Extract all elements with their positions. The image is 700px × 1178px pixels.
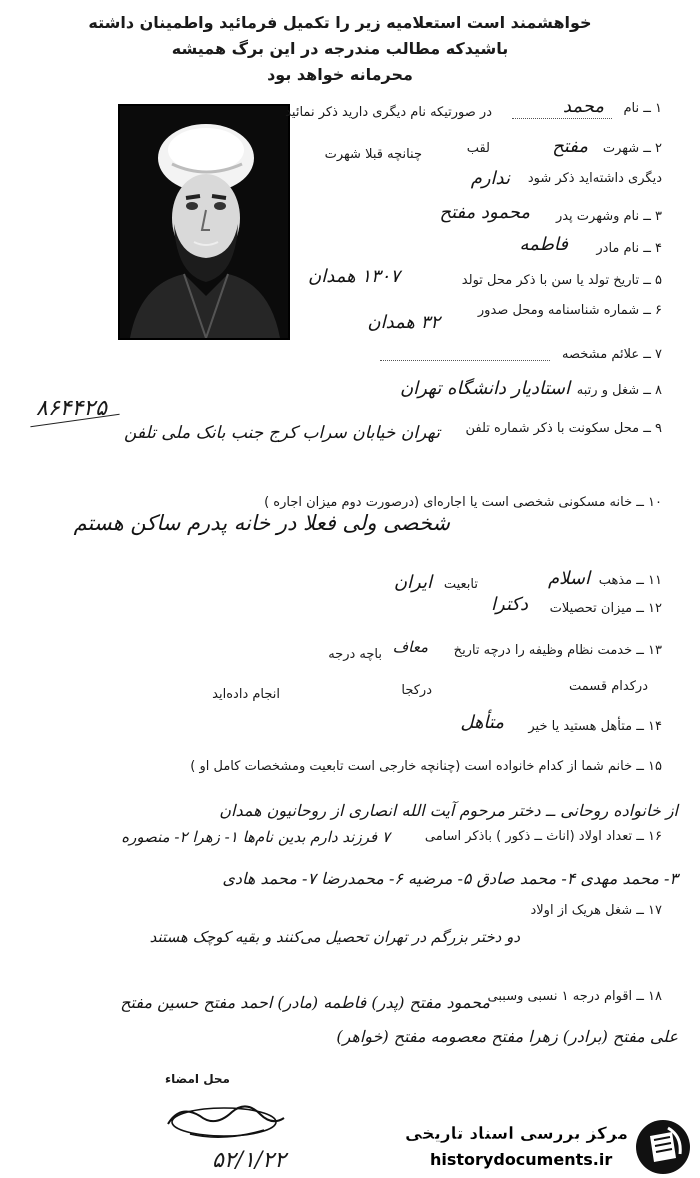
field-9-label: ۹ ــ محل سکونت با ذکر شماره تلفن xyxy=(465,421,662,436)
field-15-label: ۱۵ ــ خانم شما از کدام خانواده است (چنانچه خارجی است تابعیت ومشخصات کامل او ) xyxy=(190,759,662,774)
portrait-icon xyxy=(120,106,288,338)
field-2b-label: دیگری داشته‌اید ذکر شود xyxy=(527,171,662,186)
field-4-value: فاطمه xyxy=(519,234,568,255)
field-2-label: ۲ ــ شهرت xyxy=(602,141,662,156)
field-5-label: ۵ ــ تاریخ تولد یا سن با ذکر محل تولد xyxy=(461,273,662,288)
field-2-label3: چنانچه قبلا شهرت xyxy=(324,147,422,162)
field-13b-label: درکدام قسمت xyxy=(569,679,648,694)
field-18-value: محمود مفتح (پدر) فاطمه (مادر) احمد مفتح حسین مفتح xyxy=(120,993,490,1012)
field-6-label: ۶ ــ شماره شناسنامه ومحل صدور xyxy=(477,303,662,318)
field-2-label2: لقب xyxy=(466,141,490,156)
signature-label: محل امضاء xyxy=(165,1072,230,1086)
field-14-value: متأهل xyxy=(460,712,504,733)
field-17-label: ۱۷ ــ شغل هریک از اولاد xyxy=(530,903,662,918)
field-12-value: دکترا xyxy=(491,594,528,615)
field-18-value2: علی مفتح (برادر) زهرا مفتح معصومه مفتح (خواهر) xyxy=(336,1027,678,1046)
field-10-value: شخصی ولی فعلا در خانه پدرم ساکن هستم xyxy=(73,511,450,535)
dotted-line xyxy=(512,118,612,119)
field-2-value: مفتح xyxy=(552,136,588,157)
field-1-label: ۱ ــ نام xyxy=(623,101,662,116)
field-16-label: ۱۶ ــ تعداد اولاد (اناث ــ ذکور ) باذکر اسامی xyxy=(424,829,662,844)
field-13b-label3: انجام داده‌اید xyxy=(212,687,280,702)
field-8-label: ۸ ــ شغل و رتبه xyxy=(576,383,662,398)
field-4-label: ۴ ــ نام مادر xyxy=(596,241,662,256)
field-3-value: محمود مفتح xyxy=(439,202,530,223)
field-13-label: ۱۳ ــ خدمت نظام وظیفه را درچه تاریخ xyxy=(453,643,662,658)
field-1-value: محمد xyxy=(562,96,604,117)
field-17-value: دو دختر بزرگم در تهران تحصیل می‌کنند و بقیه کوچک هستند xyxy=(149,928,520,946)
margin-number: ۸۶۴۴۲۵ xyxy=(36,396,107,421)
field-10-label: ۱۰ ــ خانه مسکونی شخصی است یا اجاره‌ای (درصورت دوم میزان اجاره ) xyxy=(264,495,662,510)
field-16-value2: ۳- محمد مهدی ۴- محمد صادق ۵- مرضیه ۶- محمدرضا ۷- محمد هادی xyxy=(222,869,678,888)
watermark-name: مرکز بررسی اسناد تاریخی xyxy=(405,1124,628,1144)
header-line-2: باشیدکه مطالب مندرجه در این برگ همیشه xyxy=(171,39,509,58)
signature-date: ۵۲/۱/۲۲ xyxy=(212,1148,286,1173)
portrait-photo xyxy=(118,104,290,340)
watermark-url: historydocuments.ir xyxy=(430,1150,613,1169)
field-11-label2: تابعیت xyxy=(443,577,478,592)
field-13b-label2: درکجا xyxy=(401,683,432,698)
field-12-label: ۱۲ ــ میزان تحصیلات xyxy=(549,601,662,616)
field-5-value: ۱۳۰۷ همدان xyxy=(308,266,400,287)
field-14-label: ۱۴ ــ متأهل هستید یا خیر xyxy=(528,719,662,734)
field-15-value: از خانواده روحانی ــ دختر مرحوم آیت الله انصاری از روحانیون همدان xyxy=(219,801,678,820)
field-3-label: ۳ ــ نام وشهرت پدر xyxy=(555,209,662,224)
field-6-value: ۳۲ همدان xyxy=(367,312,440,333)
header-line-1: خواهشمند است استعلامیه زیر را تکمیل فرمائید واطمینان داشته xyxy=(88,13,592,32)
archive-logo-icon xyxy=(634,1118,692,1176)
field-8-value: استادیار دانشگاه تهران xyxy=(399,378,570,399)
field-11-label: ۱۱ ــ مذهب xyxy=(598,573,662,588)
field-13-label2: باچه درجه xyxy=(328,647,382,662)
field-16-value: ۷ فرزند دارم بدین نام‌ها ۱- زهرا ۲- منصوره xyxy=(121,828,390,846)
field-13-value: معاف xyxy=(392,638,428,656)
signature-scribble-icon xyxy=(160,1094,290,1144)
field-2b-value: ندارم xyxy=(470,168,510,189)
field-11-value2: ایران xyxy=(393,572,432,593)
field-18-label: ۱۸ ــ اقوام درجه ۱ نسبی وسببی xyxy=(487,989,662,1004)
field-1-label2: در صورتیکه نام دیگری دارید ذکر نمائید xyxy=(285,105,492,120)
field-9-value: تهران خیابان سراب کرج جنب بانک ملی تلفن xyxy=(124,423,440,443)
field-7-label: ۷ ــ علائم مشخصه xyxy=(562,347,662,362)
dotted-line xyxy=(380,360,550,361)
field-11-value: اسلام xyxy=(548,568,590,589)
header-line-3: محرمانه خواهد بود xyxy=(267,65,413,84)
